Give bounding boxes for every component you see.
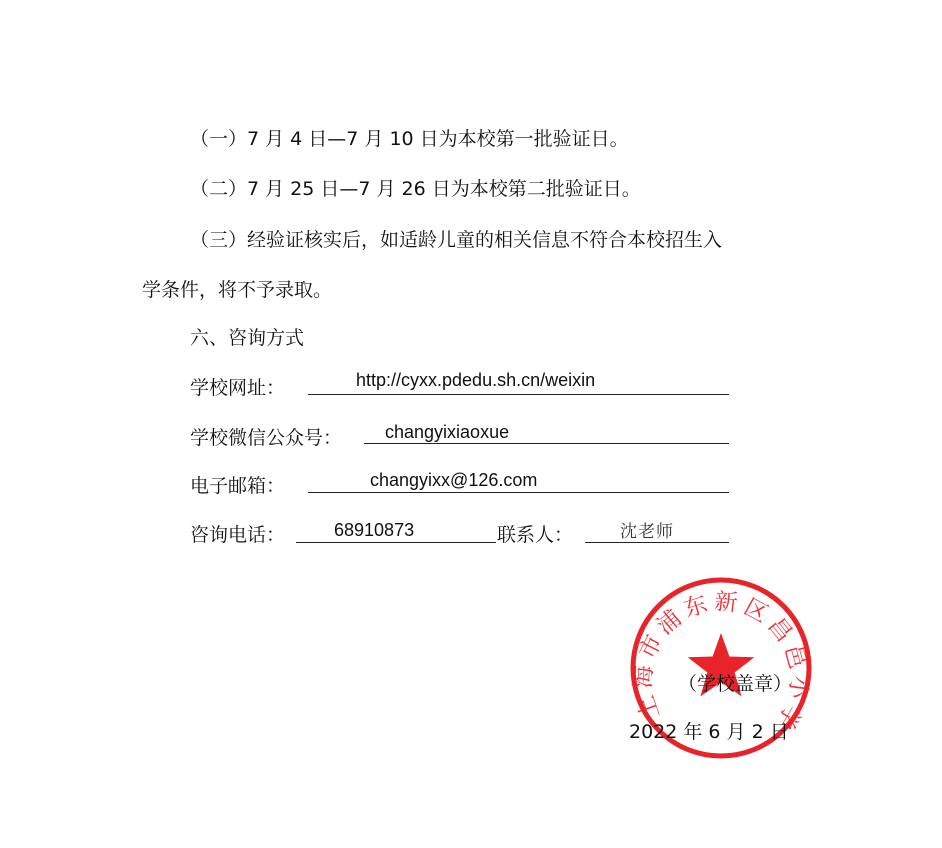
paragraph-3-line-2: 学条件，将不予录取。 (142, 279, 333, 301)
contact-person-value: 沈老师 (620, 522, 674, 542)
phone-underline (296, 542, 496, 543)
email-value: changyixx@126.com (370, 470, 538, 490)
wechat-label: 学校微信公众号： (190, 427, 343, 449)
website-label: 学校网址： (190, 377, 286, 399)
section-heading: 六、咨询方式 (190, 327, 305, 349)
paragraph-2: （二）7 月 25 日—7 月 26 日为本校第二批验证日。 (190, 178, 641, 200)
wechat-value: changyixiaoxue (385, 422, 510, 442)
wechat-underline (364, 443, 729, 444)
phone-label: 咨询电话： (190, 524, 286, 546)
email-underline (308, 492, 729, 493)
seal-text: 上海市浦东新区昌邑小学 (630, 588, 813, 738)
website-underline (308, 394, 729, 395)
date-line: 2022 年 6 月 2 日 (629, 721, 789, 743)
contact-person-label: 联系人： (497, 524, 574, 546)
website-value: http://cyxx.pdedu.sh.cn/weixin (356, 370, 596, 390)
email-label: 电子邮箱： (190, 475, 286, 497)
seal-note: （学校盖章） (678, 673, 793, 695)
paragraph-3-line-1: （三）经验证核实后，如适龄儿童的相关信息不符合本校招生入 (190, 229, 723, 251)
paragraph-1: （一）7 月 4 日—7 月 10 日为本校第一批验证日。 (190, 128, 629, 150)
contact-person-underline (585, 542, 729, 543)
phone-value: 68910873 (334, 520, 415, 540)
